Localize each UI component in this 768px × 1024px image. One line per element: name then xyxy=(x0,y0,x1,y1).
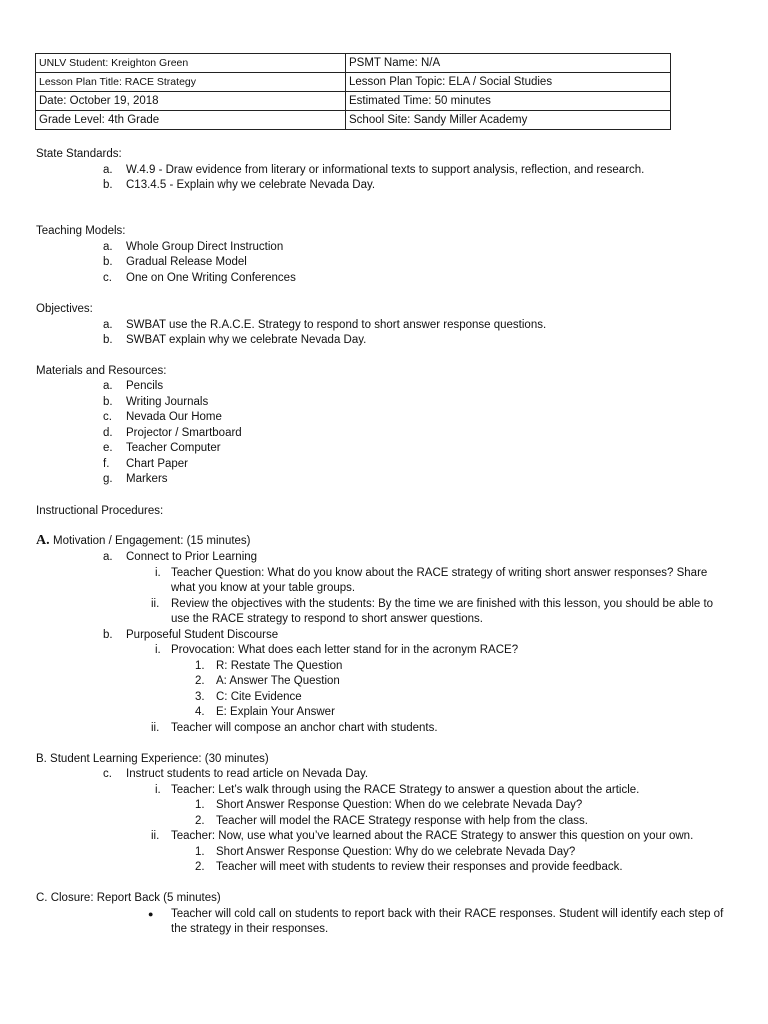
section-b-heading: B. Student Learning Experience: (30 minutes) xyxy=(36,753,269,765)
list-item: Teacher Computer xyxy=(126,442,221,454)
section-c-heading: C. Closure: Report Back (5 minutes) xyxy=(36,892,221,904)
header-row xyxy=(36,54,671,73)
list-item: Projector / Smartboard xyxy=(126,427,242,439)
list-item: SWBAT use the R.A.C.E. Strategy to respond to short answer response questions. xyxy=(126,319,547,331)
estimated-time-cell: Estimated Time: 50 minutes xyxy=(346,92,671,111)
list-marker: a. xyxy=(103,551,113,563)
list-marker: ii. xyxy=(151,722,160,734)
list-item: Purposeful Student Discourse xyxy=(126,629,279,641)
list-marker: i. xyxy=(155,644,161,656)
list-marker: a. xyxy=(103,319,113,331)
procedures-heading: Instructional Procedures: xyxy=(36,505,164,517)
list-marker: i. xyxy=(155,567,161,579)
list-item: Whole Group Direct Instruction xyxy=(126,241,284,253)
list-item: Teacher will meet with students to review their responses and provide feedback. xyxy=(216,861,623,873)
teaching-models-heading: Teaching Models: xyxy=(36,225,126,237)
list-item: Teacher: Now, use what you’ve learned about the RACE Strategy to answer this question on your own. xyxy=(171,830,694,842)
list-marker: ii. xyxy=(151,598,160,610)
list-marker: 1. xyxy=(195,846,205,858)
list-item-continued: what you know at your table groups. xyxy=(171,582,356,594)
list-marker: 3. xyxy=(195,691,205,703)
list-item: E: Explain Your Answer xyxy=(216,706,335,718)
list-item: One on One Writing Conferences xyxy=(126,272,296,284)
header-row xyxy=(36,92,671,111)
list-item: Provocation: What does each letter stand for in the acronym RACE? xyxy=(171,644,519,656)
list-item: A: Answer The Question xyxy=(216,675,340,687)
list-marker: a. xyxy=(103,241,113,253)
list-marker: b. xyxy=(103,179,113,191)
list-marker: 1. xyxy=(195,660,205,672)
list-item: Connect to Prior Learning xyxy=(126,551,258,563)
objectives-heading: Objectives: xyxy=(36,303,93,315)
list-item: Short Answer Response Question: When do we celebrate Nevada Day? xyxy=(216,799,583,811)
grade-level-cell: Grade Level: 4th Grade xyxy=(36,111,346,130)
list-marker: c. xyxy=(103,411,112,423)
list-marker: a. xyxy=(103,164,113,176)
list-item: Writing Journals xyxy=(126,396,209,408)
list-item: Pencils xyxy=(126,380,164,392)
lesson-topic-cell: Lesson Plan Topic: ELA / Social Studies xyxy=(346,73,671,92)
date-cell: Date: October 19, 2018 xyxy=(36,92,346,111)
unlv-student-cell: UNLV Student: Kreighton Green xyxy=(36,54,346,73)
list-item: Chart Paper xyxy=(126,458,189,470)
state-standards-heading: State Standards: xyxy=(36,148,122,160)
materials-heading: Materials and Resources: xyxy=(36,365,167,377)
list-marker: ii. xyxy=(151,830,160,842)
list-item: W.4.9 - Draw evidence from literary or informational texts to support analysis, reflection, and research. xyxy=(126,164,645,176)
list-item: Teacher will compose an anchor chart with students. xyxy=(171,722,438,734)
list-marker: d. xyxy=(103,427,113,439)
section-a-marker: A. xyxy=(36,533,50,548)
list-item: R: Restate The Question xyxy=(216,660,343,672)
list-marker: b. xyxy=(103,629,113,641)
list-marker: a. xyxy=(103,380,113,392)
list-marker: f. xyxy=(103,458,110,470)
list-item: Teacher will model the RACE Strategy response with help from the class. xyxy=(216,815,588,827)
list-item: Review the objectives with the students: By the time we are finished with this lesson, you should be able to xyxy=(171,598,714,610)
list-marker: 2. xyxy=(195,861,205,873)
list-marker: g. xyxy=(103,473,113,485)
list-marker: b. xyxy=(103,396,113,408)
psmt-name-cell: PSMT Name: N/A xyxy=(346,54,671,73)
list-marker: c. xyxy=(103,768,112,780)
header-row xyxy=(36,73,671,92)
section-a-heading: Motivation / Engagement: (15 minutes) xyxy=(53,535,251,547)
list-marker: e. xyxy=(103,442,113,454)
list-item: Nevada Our Home xyxy=(126,411,222,423)
lesson-title-cell: Lesson Plan Title: RACE Strategy xyxy=(36,73,346,92)
list-marker: 2. xyxy=(195,815,205,827)
list-marker: b. xyxy=(103,256,113,268)
bullet-icon: ● xyxy=(148,909,154,919)
list-item-continued: the strategy in their responses. xyxy=(171,923,329,935)
list-marker: 4. xyxy=(195,706,205,718)
list-item: Instruct students to read article on Nevada Day. xyxy=(126,768,369,780)
list-marker: 1. xyxy=(195,799,205,811)
header-table xyxy=(35,53,671,130)
list-item: Short Answer Response Question: Why do we celebrate Nevada Day? xyxy=(216,846,576,858)
list-marker: b. xyxy=(103,334,113,346)
header-row xyxy=(36,111,671,130)
list-item-continued: use the RACE strategy to respond to short answer questions. xyxy=(171,613,483,625)
list-item: Gradual Release Model xyxy=(126,256,247,268)
list-item: Teacher: Let’s walk through using the RACE Strategy to answer a question about the article. xyxy=(171,784,640,796)
list-marker: 2. xyxy=(195,675,205,687)
list-item: Teacher Question: What do you know about the RACE strategy of writing short answer responses? Share xyxy=(171,567,708,579)
list-item: C: Cite Evidence xyxy=(216,691,302,703)
list-item: SWBAT explain why we celebrate Nevada Day. xyxy=(126,334,367,346)
list-marker: i. xyxy=(155,784,161,796)
list-item: Teacher will cold call on students to report back with their RACE responses. Student will identify each step of xyxy=(171,908,724,920)
list-marker: c. xyxy=(103,272,112,284)
school-site-cell: School Site: Sandy Miller Academy xyxy=(346,111,671,130)
list-item: Markers xyxy=(126,473,168,485)
list-item: C13.4.5 - Explain why we celebrate Nevada Day. xyxy=(126,179,376,191)
